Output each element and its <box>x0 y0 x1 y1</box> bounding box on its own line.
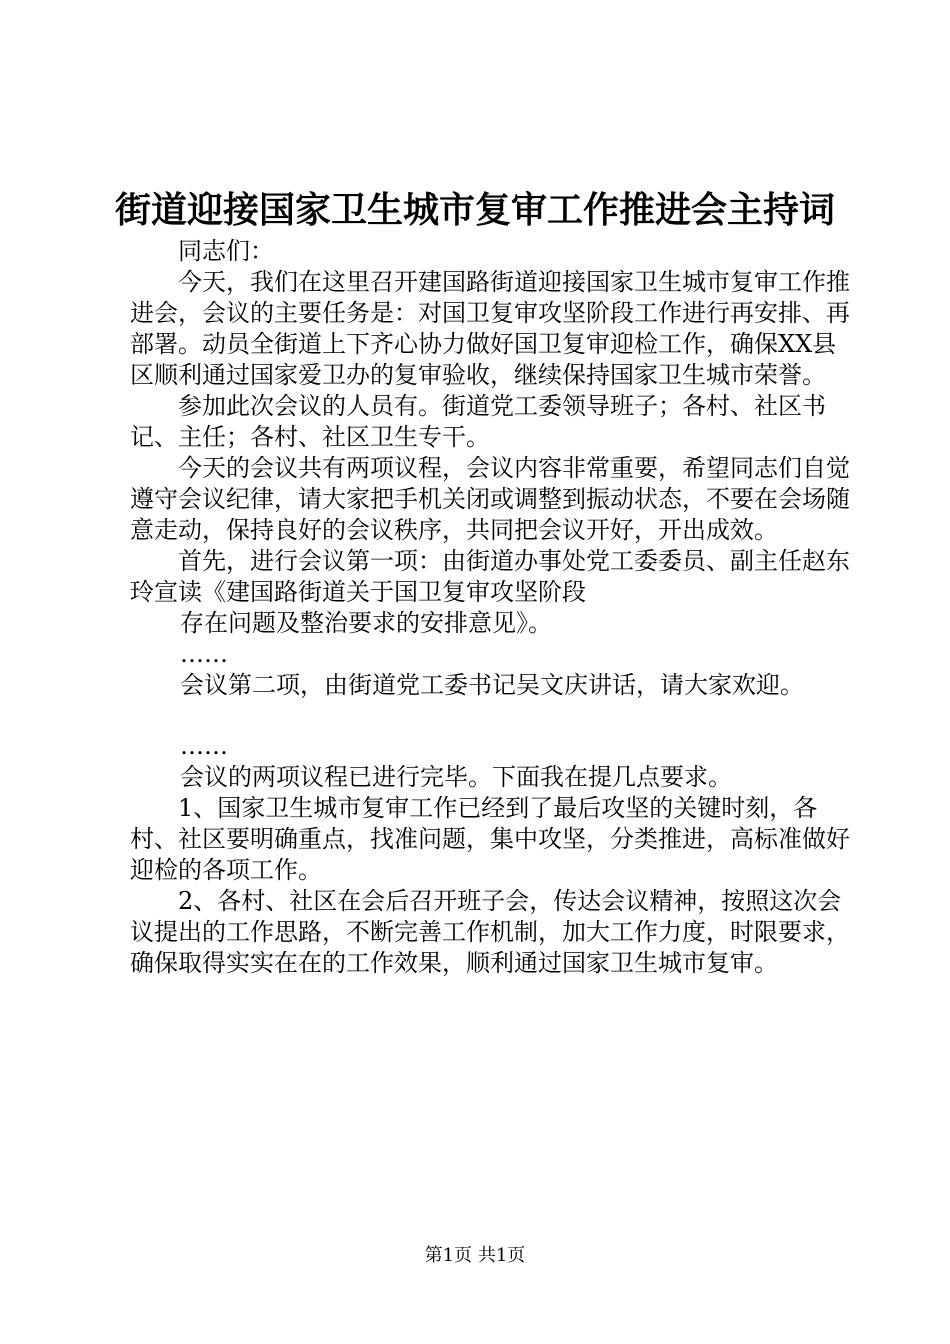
requirement-2-paragraph: 2、各村、社区在会后召开班子会，传达会议精神，按照这次会议提出的工作思路，不断完善工作机制，加大工作力度，时限要求，确保取得实实在在的工作效果，顺利通过国家卫生城市复审。 <box>130 887 850 977</box>
first-item-continuation: 存在问题及整治要求的安排意见》。 <box>180 609 552 637</box>
page-number-footer: 第1页 共1页 <box>424 1245 526 1266</box>
agenda-paragraph: 今天的会议共有两项议程，会议内容非常重要，希望同志们自觉遵守会议纪律，请大家把手机关闭或调整到振动状态，不要在会场随意走动，保持良好的会议秩序，共同把会议开好，开出成效。 <box>130 454 850 544</box>
document-body <box>130 236 850 979</box>
second-item-paragraph: 会议第二项，由街道党工委书记吴文庆讲话，请大家欢迎。 <box>180 671 804 699</box>
salutation-paragraph: 同志们： <box>178 237 274 265</box>
closing-intro-paragraph: 会议的两项议程已进行完毕。下面我在提几点要求。 <box>180 763 732 791</box>
first-item-paragraph: 首先，进行会议第一项：由街道办事处党工委委员、副主任赵东玲宣读《建国路街道关于国卫复审攻坚阶段 <box>130 547 850 606</box>
document-title: 街道迎接国家卫生城市复审工作推进会主持词 <box>114 189 835 231</box>
attendees-paragraph: 参加此次会议的人员有。街道党工委领导班子；各村、社区书记、主任；各村、社区卫生专干。 <box>130 392 826 451</box>
ellipsis-2: …… <box>180 732 228 760</box>
ellipsis-1: …… <box>180 640 228 668</box>
intro-paragraph: 今天，我们在这里召开建国路街道迎接国家卫生城市复审工作推进会，会议的主要任务是：对国卫复审攻坚阶段工作进行再安排、再部署。动员全街道上下齐心协力做好国卫复审迎检工作，确保XX县区顺利通过国家爱卫办的复审验收，继续保持国家卫生城市荣誉。 <box>130 268 850 389</box>
paragraph-gap <box>130 701 850 731</box>
requirement-1-paragraph: 1、国家卫生城市复审工作已经到了最后攻坚的关键时刻，各村、社区要明确重点，找准问题，集中攻坚，分类推进，高标准做好迎检的各项工作。 <box>130 794 850 884</box>
